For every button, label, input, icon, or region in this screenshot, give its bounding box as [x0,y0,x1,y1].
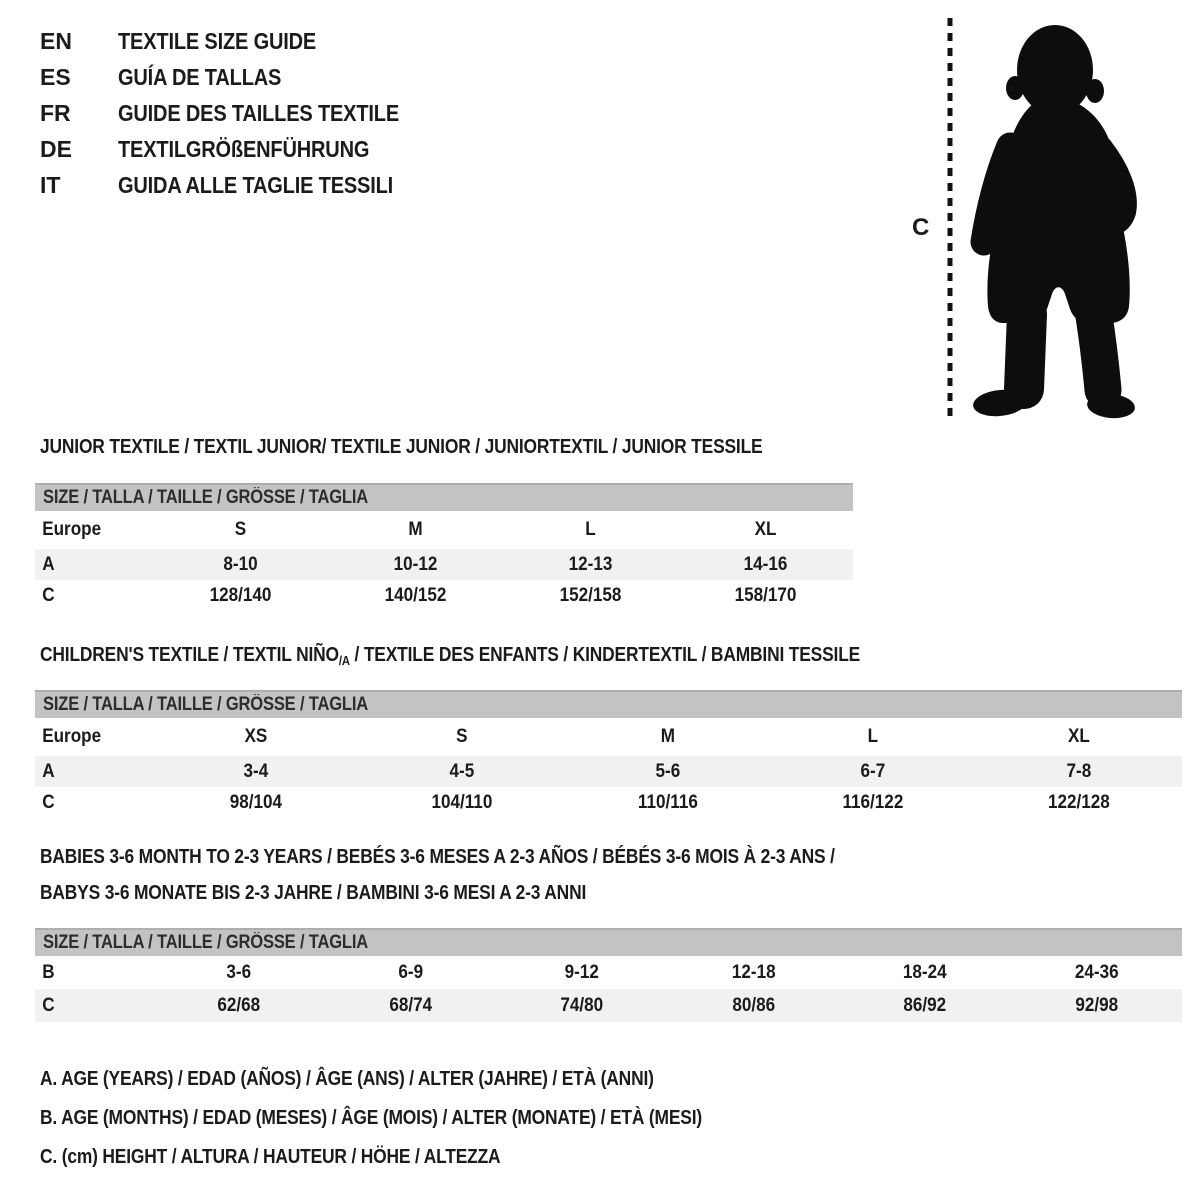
row-label: A [42,553,55,575]
table-cell: 116/122 [842,791,904,813]
table-cell: 140/152 [384,584,447,606]
row-label: Europe [42,519,102,540]
table-cell: S [234,519,247,540]
language-code: DE [40,136,72,162]
children-heading-text [40,643,860,673]
table-cell: L [868,726,879,747]
table-row [35,718,1182,756]
table-cell: 80/86 [731,994,775,1016]
table-cell: 86/92 [903,994,947,1016]
table-cell: XL [1068,726,1091,747]
size-header-bar [35,690,1182,718]
table-cell: 62/68 [217,994,261,1016]
table-cell: XS [244,726,268,747]
language-code: IT [40,172,61,198]
table-row [35,580,853,611]
guide-title-de [118,138,441,161]
language-title-list [40,30,441,197]
table-cell: 4-5 [449,760,475,782]
junior-heading-text: JUNIOR TEXTILE / TEXTIL JUNIOR/ TEXTILE JUNIOR / JUNIORTEXTIL / JUNIOR TESSILE [40,436,763,458]
table-row [35,989,1182,1022]
table-cell: 6-7 [860,760,886,782]
height-measure-label: C [912,214,930,241]
table-cell: 10-12 [393,553,438,575]
table-row [35,787,1182,818]
toddler-silhouette [898,14,1160,426]
guide-title-it-text: GUIDA ALLE TAGLIE TESSILI [118,172,394,198]
toddler-body [972,25,1136,420]
size-header-label: SIZE / TALLA / TAILLE / GRÖSSE / TAGLIA [43,487,369,508]
language-code: ES [40,64,71,90]
language-code: FR [40,100,71,126]
guide-title-en [118,30,441,53]
guide-title-fr [118,102,441,125]
row-label: C [42,584,55,606]
table-cell: 74/80 [560,994,604,1016]
table-cell: 24-36 [1074,961,1119,983]
legend-line-age-years-text: A. AGE (YEARS) / EDAD (AÑOS) / ÂGE (ANS) / ALTER (JAHRE) / ETÀ (ANNI) [40,1068,654,1090]
table-cell: 12-13 [568,553,613,575]
table-row [35,549,853,580]
table-cell: M [408,519,423,540]
table-row [35,511,853,549]
table-cell: M [660,726,675,747]
table-cell: L [585,519,596,540]
row-label: A [42,760,55,782]
babies-section-heading [40,845,954,905]
language-code: EN [40,28,72,54]
table-cell: 9-12 [564,961,599,983]
table-cell: 68/74 [388,994,432,1016]
table-cell: 104/110 [431,791,493,813]
table-cell: 8-10 [223,553,258,575]
table-cell: 14-16 [743,553,788,575]
row-label: C [42,994,55,1016]
table-cell: 110/116 [637,791,698,813]
row-label: C [42,791,55,813]
table-cell: 92/98 [1074,994,1118,1016]
babies-table-rows [35,956,1182,1022]
size-header-bar [35,928,1182,956]
junior-section-heading [40,435,870,459]
table-cell: S [455,726,468,747]
row-label: Europe [42,726,102,747]
table-row [35,756,1182,787]
children-heading-pre: CHILDREN'S TEXTILE / TEXTIL NIÑO [40,644,339,666]
guide-title-it [118,174,441,197]
measure-legend [40,1068,801,1169]
size-header-label: SIZE / TALLA / TAILLE / GRÖSSE / TAGLIA [43,694,369,715]
junior-table-rows [35,511,853,611]
junior-size-table [35,483,853,611]
table-cell: 7-8 [1066,760,1092,782]
table-row [35,956,1182,989]
legend-line-age-months [40,1107,801,1130]
table-cell: 3-4 [243,760,269,782]
legend-line-height-cm [40,1146,801,1169]
guide-title-es-text: GUÍA DE TALLAS [118,64,282,90]
legend-line-age-months-text: B. AGE (MONTHS) / EDAD (MESES) / ÂGE (MOIS) / ALTER (MONATE) / ETÀ (MESI) [40,1107,703,1129]
babies-size-table [35,928,1182,1022]
legend-line-height-cm-text: C. (cm) HEIGHT / ALTURA / HAUTEUR / HÖHE / ALTEZZA [40,1146,501,1168]
table-cell: 18-24 [902,961,947,983]
row-label: B [42,961,55,983]
table-cell: 152/158 [559,584,622,606]
table-cell: 3-6 [226,961,252,983]
table-cell: 12-18 [731,961,776,983]
table-cell: 128/140 [209,584,272,606]
size-header-label: SIZE / TALLA / TAILLE / GRÖSSE / TAGLIA [43,932,369,953]
children-heading-sub: /A [338,653,350,668]
children-table-rows [35,718,1182,818]
table-cell: 98/104 [229,791,283,813]
guide-title-fr-text: GUIDE DES TAILLES TEXTILE [118,100,400,126]
table-cell: 6-9 [397,961,423,983]
table-cell: 158/170 [734,584,797,606]
table-cell: XL [754,519,777,540]
children-size-table [35,690,1182,818]
size-header-bar [35,483,853,511]
babies-heading-line2: BABYS 3-6 MONATE BIS 2-3 JAHRE / BAMBINI 3-6 MESI A 2-3 ANNI [40,882,587,904]
children-heading-post: / TEXTILE DES ENFANTS / KINDERTEXTIL / BAMBINI TESSILE [349,644,861,666]
guide-title-es [118,66,441,89]
table-cell: 122/128 [1048,791,1110,813]
guide-title-de-text: TEXTILGRÖßENFÜHRUNG [118,136,370,162]
legend-line-age-years [40,1068,801,1091]
children-section-heading [40,643,983,673]
guide-title-en-text: TEXTILE SIZE GUIDE [118,28,317,54]
babies-heading-line1: BABIES 3-6 MONTH TO 2-3 YEARS / BEBÉS 3-6 MESES A 2-3 AÑOS / BÉBÉS 3-6 MOIS À 2-3 ANS / [40,846,835,868]
table-cell: 5-6 [655,760,680,782]
